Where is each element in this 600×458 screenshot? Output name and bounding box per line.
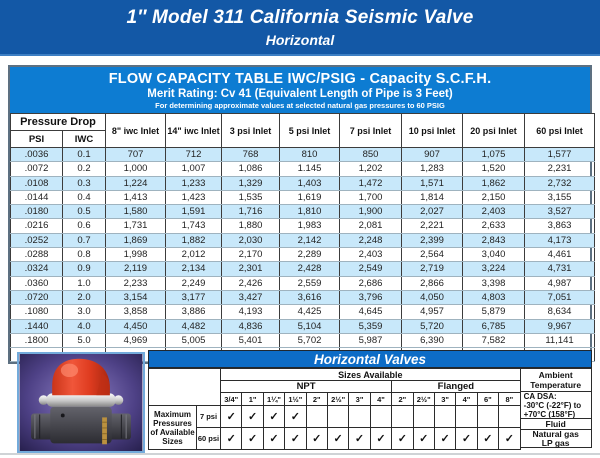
flow-table-cell: 2,428 [280,262,340,276]
inlet-header: 20 psi Inlet [463,114,525,148]
inlet-header: 8" iwc Inlet [106,114,166,148]
size-header: 1½" [285,393,306,406]
flow-table-cell: 0.4 [63,190,106,204]
flow-table-cell: 3,224 [463,262,525,276]
flow-table-row [11,162,595,176]
flow-table-row [11,276,595,290]
fluid-line: LP gas [541,437,570,448]
flow-table-cell: 1,086 [222,162,280,176]
flow-table-header [10,67,590,113]
flow-table-cell: 1,413 [106,190,166,204]
flow-table-cell: .0216 [11,219,63,233]
flow-table-cell: 5,104 [280,319,340,333]
inlet-header: 5 psi Inlet [280,114,340,148]
flow-table-cell: 2,233 [106,276,166,290]
psi-60-label: 60 psi [197,428,221,450]
sizes-available-header: Sizes Available [221,369,521,381]
flow-table-cell: 3,040 [463,248,525,262]
corner-cell [149,369,221,406]
flow-table-cell: 5,720 [402,319,463,333]
inlet-header: 14" iwc Inlet [166,114,222,148]
flow-table-note: For determining approximate values at selected natural gas pressures to 60 PSIG [155,101,445,110]
flow-table-cell: 4,836 [222,319,280,333]
flow-table-cell: 1,202 [340,162,402,176]
flow-table-row [11,290,595,304]
empty-check-cell [434,406,455,428]
flow-table-cell: 1,743 [166,219,222,233]
flow-table-cell: 1,983 [280,219,340,233]
flow-table-cell: 1,577 [525,148,595,162]
empty-check-cell [392,406,413,428]
flow-table-row [11,148,595,162]
flow-table-cell: .1800 [11,333,63,347]
flow-table-cell: 2,248 [340,233,402,247]
flow-table-cell: 3,177 [166,290,222,304]
flow-table-row [11,262,595,276]
flow-table-cell: 1,716 [222,205,280,219]
empty-check-cell [477,406,498,428]
flow-table-cell: 1,810 [280,205,340,219]
max-pressures-label: Maximum Pressures of Available Sizes [149,406,197,450]
flow-table-cell: 0.9 [63,262,106,276]
check-icon: ✓ [285,406,306,428]
flow-table-row [11,233,595,247]
flow-table-cell: .0180 [11,205,63,219]
flow-table-cell: 1,233 [166,176,222,190]
pressure-drop-header: Pressure Drop [11,114,106,131]
flow-table-cell: 1,000 [106,162,166,176]
flow-table-cell: 4,050 [402,290,463,304]
pressure-row-60psi [149,428,521,450]
valve-photo [17,352,145,453]
flow-table-cell: 3,527 [525,205,595,219]
flow-table-cell: 2,564 [402,248,463,262]
empty-check-cell [370,406,391,428]
flow-table-cell: 2,732 [525,176,595,190]
size-header: 1¼" [263,393,284,406]
flow-table-cell: 3,616 [280,290,340,304]
flow-table-cell: 2,403 [340,248,402,262]
flow-table-cell: 5,987 [340,333,402,347]
flow-table-subtitle: Merit Rating: Cv 41 (Equivalent Length of Pipe is 3 Feet) [147,88,453,100]
flow-table-cell: 5.0 [63,333,106,347]
valve-illustration [19,354,143,451]
size-header: 2" [306,393,327,406]
flow-table-cell: 1,472 [340,176,402,190]
valves-section-title: Horizontal Valves [148,350,592,368]
size-header: 3/4" [221,393,242,406]
size-header: 4" [456,393,477,406]
psi-header: PSI [11,131,63,148]
flow-table-body [11,148,595,362]
flow-table-cell: 2,119 [106,262,166,276]
flow-table-cell: 3,154 [106,290,166,304]
flow-table-cell: 1,423 [166,190,222,204]
check-icon: ✓ [434,428,455,450]
flow-table-cell: 1.145 [280,162,340,176]
empty-check-cell [456,406,477,428]
flow-table-cell: .0144 [11,190,63,204]
flow-table-cell: 1,814 [402,190,463,204]
flow-table-cell: 4,645 [340,305,402,319]
check-icon: ✓ [242,406,263,428]
flow-table-cell: 4,731 [525,262,595,276]
inlet-header: 10 psi Inlet [402,114,463,148]
flow-table-cell: 5,879 [463,305,525,319]
flow-table-cell: .0720 [11,290,63,304]
flow-table-cell: 3.0 [63,305,106,319]
flow-table-cell: 0.5 [63,205,106,219]
ca-dsa-line: +70°C (158°F) [523,409,576,419]
flow-table-cell: 768 [222,148,280,162]
flow-table-cell: 2,559 [280,276,340,290]
flow-table-cell: 4,482 [166,319,222,333]
flow-table-cell: 3,796 [340,290,402,304]
flow-table-cell: 9,967 [525,319,595,333]
size-header: 2" [392,393,413,406]
flow-table-cell: 6,390 [402,333,463,347]
flow-table-row [11,333,595,347]
size-header: 2½" [413,393,434,406]
flow-table-cell: 1,403 [280,176,340,190]
flow-table-cell: 907 [402,148,463,162]
flow-table-cell: 2,843 [463,233,525,247]
flow-table-cell: 1,007 [166,162,222,176]
page-subtitle: Horizontal [265,32,335,48]
flow-table-cell: 1,591 [166,205,222,219]
page-title: 1″ Model 311 California Seismic Valve [126,7,474,28]
size-header: 2½" [327,393,348,406]
flow-table-cell: 1,075 [463,148,525,162]
valves-grid [148,368,521,450]
flow-table-cell: 2,249 [166,276,222,290]
flow-table-cell: 2,289 [280,248,340,262]
size-header: 4" [370,393,391,406]
check-icon: ✓ [392,428,413,450]
flow-table-cell: 2,426 [222,276,280,290]
check-icon: ✓ [349,428,370,450]
check-icon: ✓ [221,406,242,428]
check-icon: ✓ [242,428,263,450]
ambient-line: Temperature [530,380,582,390]
flow-table-row [11,219,595,233]
flow-table-cell: 2,081 [340,219,402,233]
size-header: 3" [349,393,370,406]
inlet-header: 60 psi Inlet [525,114,595,148]
flow-table-cell: 2,231 [525,162,595,176]
flow-table-cell: 4,957 [402,305,463,319]
flow-table-cell: 4,969 [106,333,166,347]
flow-table-cell: .1080 [11,305,63,319]
flow-table-cell: 11,141 [525,333,595,347]
fluid-value [520,429,592,448]
flow-table-cell: 1,900 [340,205,402,219]
flow-table-cell: 1,869 [106,233,166,247]
ambient-temperature-header [520,368,592,392]
flow-table-cell: .0288 [11,248,63,262]
check-icon: ✓ [263,406,284,428]
flow-table-cell: 2,403 [463,205,525,219]
check-icon: ✓ [221,428,242,450]
flow-table-cell: 7,582 [463,333,525,347]
flow-table-cell: 1,882 [166,233,222,247]
flanged-header: Flanged [392,381,521,393]
flow-table-cell: 2,633 [463,219,525,233]
flow-table-cell: 7,051 [525,290,595,304]
flow-table-cell: 5,401 [222,333,280,347]
flow-table-cell: .0108 [11,176,63,190]
flow-table-cell: 4,461 [525,248,595,262]
inlet-header: 3 psi Inlet [222,114,280,148]
bottom-divider [0,453,600,455]
flow-table-cell: 2,686 [340,276,402,290]
flow-table-cell: 1,998 [106,248,166,262]
flow-table-cell: 2,027 [402,205,463,219]
flow-table-cell: 0.6 [63,219,106,233]
flow-table-cell: 2,549 [340,262,402,276]
flow-table-cell: 5,005 [166,333,222,347]
flow-table-cell: 8,634 [525,305,595,319]
flow-table-cell: .0360 [11,276,63,290]
flow-table-cell: 2,719 [402,262,463,276]
flow-table-cell: 712 [166,148,222,162]
flow-table-row [11,190,595,204]
flow-table-cell: 2,142 [280,233,340,247]
flow-table-cell: 1,731 [106,219,166,233]
iwc-header: IWC [63,131,106,148]
flow-table-cell: 0.1 [63,148,106,162]
size-header: 8" [499,393,521,406]
flow-table-cell: 1,880 [222,219,280,233]
flow-table-cell: 4,987 [525,276,595,290]
flow-table-cell: 1,224 [106,176,166,190]
empty-check-cell [499,406,521,428]
flow-table-cell: 2,170 [222,248,280,262]
flow-table-cell: 5,359 [340,319,402,333]
horizontal-valves-section [148,350,592,450]
empty-check-cell [349,406,370,428]
flow-table-cell: 0.7 [63,233,106,247]
check-icon: ✓ [456,428,477,450]
flow-table-cell: 1.0 [63,276,106,290]
check-icon: ✓ [499,428,521,450]
flow-table-cell: 1,862 [463,176,525,190]
page-header [0,0,600,56]
flow-table-cell: 4,193 [222,305,280,319]
flow-table-cell: 5,702 [280,333,340,347]
flow-table-cell: 3,863 [525,219,595,233]
flow-table-cell: 2,030 [222,233,280,247]
check-icon: ✓ [370,428,391,450]
empty-check-cell [413,406,434,428]
flow-table-cell: 0.8 [63,248,106,262]
check-icon: ✓ [263,428,284,450]
size-header: 6" [477,393,498,406]
flow-table-cell: 3,155 [525,190,595,204]
flow-table-cell: 4,803 [463,290,525,304]
flow-table-cell: 2,301 [222,262,280,276]
flow-table-cell: .0324 [11,262,63,276]
flow-table-cell: 4.0 [63,319,106,333]
flow-table-cell: 6,785 [463,319,525,333]
flow-table-title: FLOW CAPACITY TABLE IWC/PSIG - Capacity S.C.F.H. [108,71,492,87]
empty-check-cell [327,406,348,428]
flow-table-cell: 1,700 [340,190,402,204]
flow-table-cell: 2,221 [402,219,463,233]
fluid-line: Natural gas [532,428,579,439]
flow-table-cell: 1,580 [106,205,166,219]
pressure-row-7psi [149,406,521,428]
check-icon: ✓ [306,428,327,450]
flow-table-cell: 2,866 [402,276,463,290]
flow-table-cell: 1,535 [222,190,280,204]
flow-table-cell: 4,173 [525,233,595,247]
flow-table-cell: 4,425 [280,305,340,319]
flow-table-cell: 3,858 [106,305,166,319]
flow-table-cell: .1440 [11,319,63,333]
flow-table-cell: 1,329 [222,176,280,190]
flow-table-cell: 1,619 [280,190,340,204]
flow-table-cell: 3,886 [166,305,222,319]
npt-header: NPT [221,381,392,393]
flow-table-cell: 0.3 [63,176,106,190]
ambient-line: Ambient [538,370,573,380]
flow-table-row [11,176,595,190]
empty-check-cell [306,406,327,428]
flow-table-row [11,305,595,319]
flow-table [10,113,595,362]
check-icon: ✓ [477,428,498,450]
flow-table-cell: 850 [340,148,402,162]
flow-table-row [11,319,595,333]
flow-table-cell: 2,399 [402,233,463,247]
flow-table-row [11,248,595,262]
flow-table-cell: 3,398 [463,276,525,290]
flow-table-cell: .0072 [11,162,63,176]
size-header: 1" [242,393,263,406]
flow-table-cell: 1,520 [463,162,525,176]
flow-table-cell: 4,450 [106,319,166,333]
check-icon: ✓ [327,428,348,450]
flow-table-cell: 3,427 [222,290,280,304]
ca-dsa-value [520,391,592,419]
flow-table-cell: 1,571 [402,176,463,190]
flow-table-cell: 2,012 [166,248,222,262]
flow-table-cell: 2,134 [166,262,222,276]
flow-table-cell: .0036 [11,148,63,162]
inlet-header: 7 psi Inlet [340,114,402,148]
ca-dsa-line: -30°C (-22°F) to [523,400,582,410]
flow-table-cell: 707 [106,148,166,162]
ca-dsa-line: CA DSA: [523,391,557,401]
flow-table-cell: 0.2 [63,162,106,176]
flow-table-cell: 1,283 [402,162,463,176]
psi-7-label: 7 psi [197,406,221,428]
flow-table-cell: 810 [280,148,340,162]
flow-table-cell: .0252 [11,233,63,247]
check-icon: ✓ [285,428,306,450]
flow-table-cell: 2,150 [463,190,525,204]
check-icon: ✓ [413,428,434,450]
size-header: 3" [434,393,455,406]
flow-table-row [11,205,595,219]
flow-table-cell: 2.0 [63,290,106,304]
fluid-header: Fluid [520,418,592,430]
flow-capacity-table [8,65,592,364]
ambient-column [520,368,592,450]
